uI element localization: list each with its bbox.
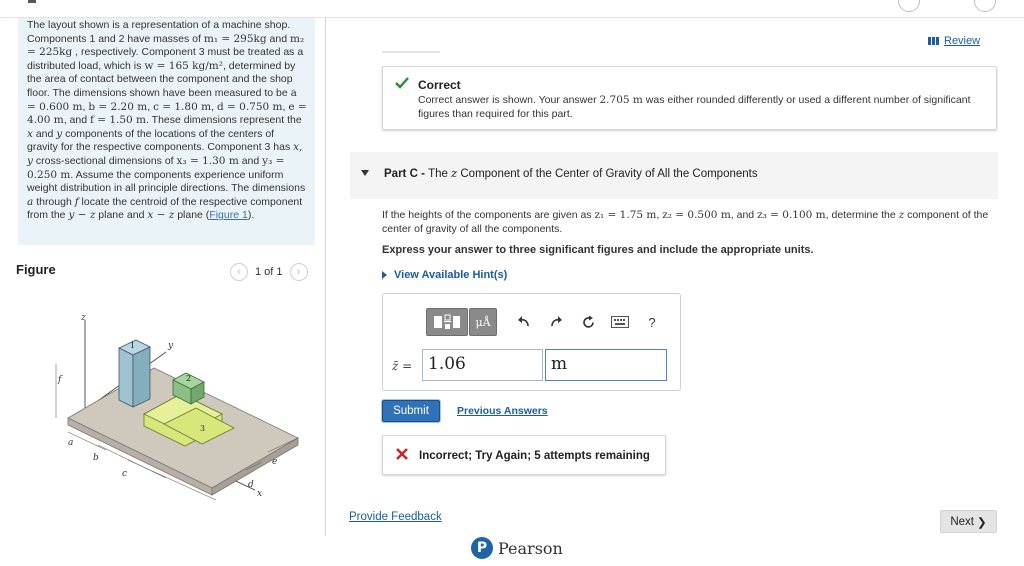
chevron-right-icon: ❯ (977, 516, 987, 529)
figure-pager (230, 263, 308, 281)
chevron-left-icon[interactable]: ‹ (230, 263, 248, 281)
submit-button[interactable]: Submit (382, 400, 440, 422)
part-c-title: Part C - The z Component of the Center of Gravity of All the Components (384, 166, 758, 180)
dimension-a-label: a (68, 438, 74, 448)
pearson-logo-icon: P (471, 537, 493, 559)
view-hints-link[interactable] (382, 269, 507, 281)
top-circle-button[interactable] (974, 0, 996, 12)
review-bars-icon (928, 37, 939, 45)
x-axis-label: x (257, 489, 263, 499)
undo-icon[interactable] (511, 309, 537, 335)
x-icon (395, 447, 409, 461)
check-icon (394, 76, 410, 90)
correct-message: Correct answer is shown. Your answer 2.705 m was either rounded differently or used a different number of significant figures than required for this part. (418, 94, 971, 120)
component-1 (119, 348, 133, 407)
figure-label: Figure (16, 262, 56, 277)
provide-feedback-link[interactable]: Provide Feedback (349, 511, 442, 523)
problem-text: The layout shown is a representation of a machine shop. Components 1 and 2 have masses of m₁ = 295kg and m₂ = 225kg , respectively. Component 3 must be treated as a distributed load, which is w = 165 kg/m², determined by the area of contact between the component and the shop floor. The dimensions shown have been measured to be a = 0.600 m, b = 2.20 m, c = 1.80 m, d = 0.750 m, e = 4.00 m, and f = 1.50 m. These dimensions represent the x and y components of the locations of the centers of gravity for the respective components. Component 3 has x, y cross-sectional dimensions of x₃ = 1.30 m and y₃ = 0.250 m. Assume the components experience uniform weight distribution in all principle directions. The dimensions a through f locate the centroid of the respective component from the y − z plane and x − z plane (Figure 1). (27, 19, 307, 222)
answer-panel (382, 293, 681, 391)
pearson-brand (471, 537, 563, 559)
z-axis-label: z (81, 313, 86, 323)
review-link[interactable] (928, 35, 980, 47)
dimension-f-label: f (58, 375, 62, 385)
templates-icon[interactable] (426, 308, 468, 336)
dimension-b-label: b (93, 453, 99, 463)
answer-instruction: Express your answer to three significant figures and include the appropriate units. (382, 244, 814, 256)
component-3-label: 3 (200, 424, 206, 433)
help-icon[interactable]: ? (648, 314, 656, 330)
question-text: If the heights of the components are given as z₁ = 1.75 m, z₂ = 0.500 m, and z₃ = 0.100 m, determine the z component of the center of gravity of all the components. (382, 209, 989, 235)
review-label: Review (944, 35, 981, 47)
previous-part-divider (382, 51, 440, 53)
incorrect-feedback (382, 435, 666, 475)
correct-title: Correct (418, 78, 461, 92)
answer-variable-label: z̄ = (392, 359, 413, 373)
component-1-side (133, 347, 150, 407)
keyboard-icon[interactable] (607, 309, 633, 335)
figure-pager-text: 1 of 1 (255, 266, 283, 278)
math-toolbar (426, 308, 665, 336)
dimension-c-label: c (122, 469, 128, 479)
next-label: Next (950, 515, 974, 528)
figure-drawing (36, 300, 326, 520)
incorrect-message: Incorrect; Try Again; 5 attempts remaining (419, 450, 650, 462)
view-hints-label: View Available Hint(s) (394, 269, 508, 281)
caret-down-icon (361, 170, 369, 176)
reset-icon[interactable] (575, 309, 601, 335)
part-c-header[interactable] (350, 152, 998, 199)
machine-shop-figure (36, 300, 326, 520)
previous-answers-link[interactable]: Previous Answers (457, 405, 548, 417)
dimension-d-label: d (248, 480, 254, 490)
top-circle-button[interactable] (898, 0, 920, 12)
next-button[interactable] (940, 510, 997, 533)
brand-name: Pearson (498, 538, 563, 558)
units-icon[interactable]: μÅ (469, 308, 497, 336)
templates-glyph (432, 313, 462, 331)
component-2-label: 2 (186, 374, 192, 383)
top-fragment (28, 0, 36, 3)
chevron-right-icon[interactable]: › (290, 263, 308, 281)
caret-right-icon (382, 271, 387, 279)
correct-feedback (382, 66, 997, 130)
y-axis-label: y (168, 341, 174, 351)
problem-statement (18, 18, 315, 245)
dimension-e-label: e (272, 457, 278, 467)
figure-link[interactable]: Figure 1 (209, 209, 248, 222)
redo-icon[interactable] (543, 309, 569, 335)
component-1-label: 1 (130, 341, 136, 350)
answer-value-input[interactable]: 1.06 (422, 349, 543, 381)
answer-unit-input[interactable]: m (545, 349, 667, 381)
